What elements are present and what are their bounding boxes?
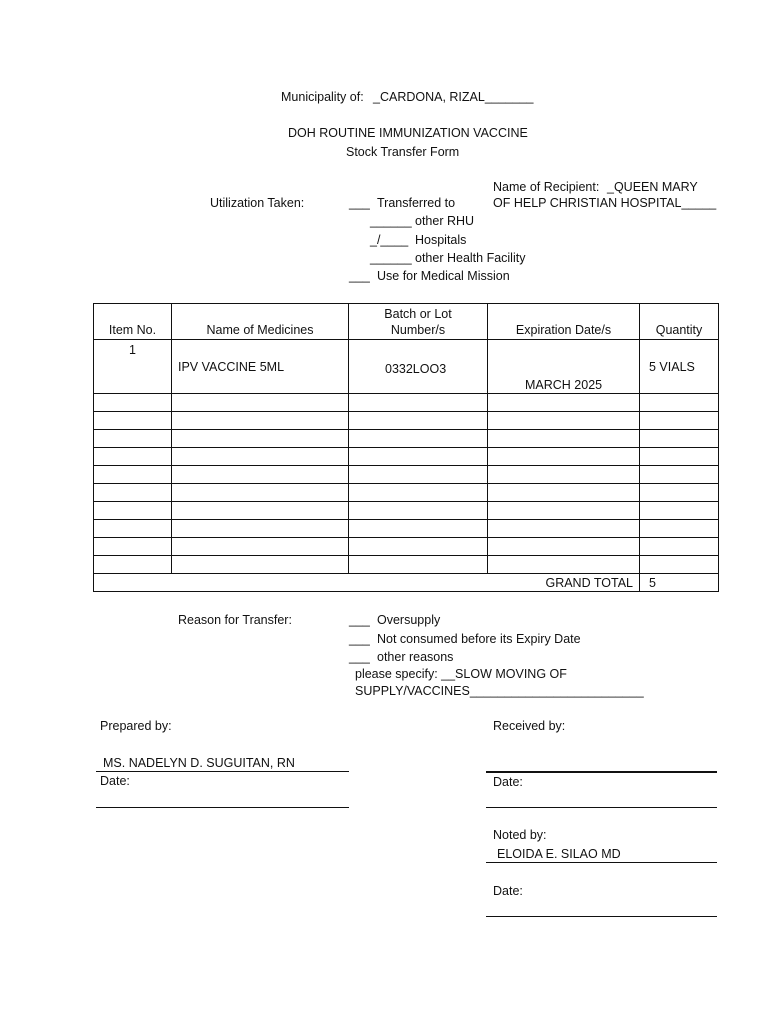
table-row-blank bbox=[94, 556, 719, 574]
reason-option-oversupply: Oversupply bbox=[377, 613, 441, 627]
utilization-option-medical-mission: Use for Medical Mission bbox=[377, 269, 510, 283]
utilization-label: Utilization Taken: bbox=[210, 196, 305, 210]
received-by-label: Received by: bbox=[493, 719, 566, 733]
cell-quantity: 5 VIALS bbox=[649, 360, 695, 374]
utilization-mark-other-facility: ______ bbox=[370, 251, 412, 265]
table-row-blank bbox=[94, 430, 719, 448]
recipient-name-line2: OF HELP CHRISTIAN HOSPITAL_____ bbox=[493, 196, 717, 210]
utilization-mark-other-rhu: ______ bbox=[370, 214, 412, 228]
cell-batch: 0332LOO3 bbox=[385, 362, 447, 376]
cell-expiration: MARCH 2025 bbox=[525, 378, 603, 392]
table-row-blank bbox=[94, 394, 719, 412]
municipality-label: Municipality of: bbox=[281, 90, 364, 104]
prepared-by-signature-line bbox=[96, 771, 349, 772]
noted-by-label: Noted by: bbox=[493, 828, 547, 842]
received-by-signature-line bbox=[486, 771, 717, 773]
header-batch-number: Batch or Lot Number/s bbox=[349, 304, 488, 340]
utilization-option-hospitals: Hospitals bbox=[415, 233, 467, 247]
noted-date-label: Date: bbox=[493, 884, 523, 898]
utilization-mark-transferred: ___ bbox=[349, 196, 370, 210]
reason-specify-line2: SUPPLY/VACCINES_________________________ bbox=[355, 684, 644, 698]
table-row-blank bbox=[94, 484, 719, 502]
table-row-blank bbox=[94, 448, 719, 466]
table-row-blank bbox=[94, 466, 719, 484]
utilization-option-other-facility: other Health Facility bbox=[415, 251, 526, 265]
reason-mark-oversupply: ___ bbox=[349, 613, 370, 627]
header-medicine-name: Name of Medicines bbox=[172, 304, 349, 340]
grand-total-row bbox=[94, 574, 719, 592]
noted-date-line bbox=[486, 916, 717, 917]
table-row-blank bbox=[94, 538, 719, 556]
received-date-line bbox=[486, 807, 717, 808]
table-row-blank bbox=[94, 520, 719, 538]
table-row bbox=[94, 340, 719, 394]
table-row-blank bbox=[94, 502, 719, 520]
prepared-date-label: Date: bbox=[100, 774, 130, 788]
utilization-option-transferred: Transferred to bbox=[377, 196, 456, 210]
recipient-name-line1: _QUEEN MARY bbox=[607, 180, 698, 194]
grand-total-value: 5 bbox=[640, 574, 719, 592]
grand-total-label: GRAND TOTAL bbox=[94, 574, 640, 592]
recipient-label: Name of Recipient: bbox=[493, 180, 600, 194]
reason-label: Reason for Transfer: bbox=[178, 613, 292, 627]
noted-by-signature-line bbox=[486, 862, 717, 863]
utilization-mark-medical-mission: ___ bbox=[349, 269, 370, 283]
prepared-date-line bbox=[96, 807, 349, 808]
reason-option-other: other reasons bbox=[377, 650, 454, 664]
municipality-value: _CARDONA, RIZAL_______ bbox=[373, 90, 534, 104]
header-expiration-date: Expiration Date/s bbox=[488, 304, 640, 340]
cell-item-no: 1 bbox=[129, 343, 136, 357]
stock-transfer-table bbox=[93, 303, 719, 592]
form-title: DOH ROUTINE IMMUNIZATION VACCINE bbox=[288, 126, 528, 140]
noted-by-name: ELOIDA E. SILAO MD bbox=[497, 847, 621, 861]
utilization-mark-hospitals: _/____ bbox=[370, 233, 409, 247]
reason-option-not-consumed: Not consumed before its Expiry Date bbox=[377, 632, 581, 646]
header-quantity: Quantity bbox=[640, 304, 719, 340]
table-row-blank bbox=[94, 412, 719, 430]
utilization-option-other-rhu: other RHU bbox=[415, 214, 475, 228]
reason-mark-other: ___ bbox=[349, 650, 370, 664]
reason-mark-not-consumed: ___ bbox=[349, 632, 370, 646]
header-item-no: Item No. bbox=[94, 304, 172, 340]
prepared-by-label: Prepared by: bbox=[100, 719, 172, 733]
cell-medicine: IPV VACCINE 5ML bbox=[178, 360, 285, 374]
received-date-label: Date: bbox=[493, 775, 523, 789]
form-subtitle: Stock Transfer Form bbox=[346, 145, 460, 159]
prepared-by-name: MS. NADELYN D. SUGUITAN, RN bbox=[103, 756, 295, 770]
reason-specify-line1: please specify: __SLOW MOVING OF bbox=[355, 667, 567, 681]
